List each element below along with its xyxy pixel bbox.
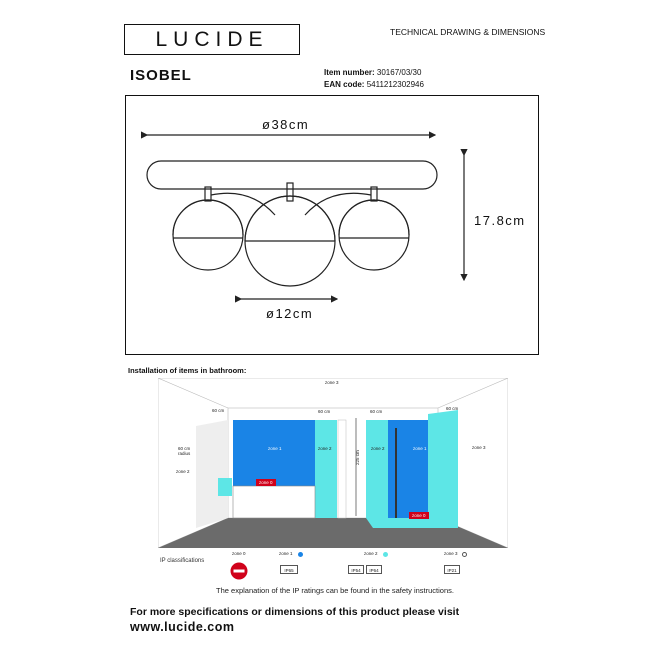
ip-rating-zone3: IP21 (444, 565, 460, 574)
ean-label: EAN code: (324, 80, 365, 89)
ean-code: 5411212302946 (366, 80, 424, 89)
zone2-right-label: zone 2 (371, 446, 385, 451)
dimension-60cm-c: 60 cm (370, 409, 383, 414)
ip-zone3-caption: zone 3 (444, 551, 458, 556)
radius-label: 60 cm radius (178, 446, 191, 456)
bathtub (233, 486, 315, 518)
ip-rating-zone2-a: IP54 (348, 565, 364, 574)
sink-zone2 (218, 478, 232, 496)
item-number: 30167/03/30 (376, 68, 422, 77)
item-number-label: Item number: (324, 68, 375, 77)
zone1-left-label: zone 1 (268, 446, 282, 451)
ip-zone2-caption: zone 2 (364, 551, 378, 556)
zone2-sink-label: zone 2 (176, 469, 190, 474)
ip-explanation-note: The explanation of the IP ratings can be found in the safety instructions. (216, 586, 454, 595)
bathroom-section-title: Installation of items in bathroom: (128, 366, 247, 375)
ip-zone1-caption: zone 1 (279, 551, 293, 556)
footer-website-link[interactable]: www.lucide.com (130, 620, 235, 634)
ip-zone0-caption: zone 0 (232, 551, 246, 556)
base-plate (147, 161, 437, 189)
footer-more-info: For more specifications or dimensions of this product please visit (130, 606, 460, 618)
no-entry-icon (230, 562, 248, 580)
product-name: ISOBEL (130, 67, 192, 84)
dimension-60cm-a: 60 cm (212, 408, 225, 413)
brand-logo: LUCIDE (155, 28, 269, 51)
ip-classifications-title: IP classifications (160, 558, 205, 564)
zone1-right-area (388, 420, 428, 518)
height-225-label: 225 cm (355, 450, 360, 465)
height-dimension-label: 17.8cm (474, 213, 526, 228)
zone3-swatch-icon (462, 552, 467, 557)
bathroom-zones-diagram (158, 378, 508, 548)
dimension-60cm-b: 60 cm (318, 409, 331, 414)
zone1-right-label: zone 1 (413, 446, 427, 451)
zone3-right-label: zone 3 (472, 445, 486, 450)
zone2-swatch-icon (383, 552, 388, 557)
zone2-left-area (315, 420, 337, 518)
zone0-bath-tag: zone 0 (256, 479, 276, 486)
fixture-drawing (147, 161, 437, 286)
zone3-top-label: zone 3 (325, 380, 339, 385)
globe-dimension-label: ø12cm (266, 306, 314, 321)
ip-rating-zone1: IP65 (280, 565, 298, 574)
zone0-shower-tag: zone 0 (409, 512, 429, 519)
zone1-swatch-icon (298, 552, 303, 557)
ip-rating-zone2-b: IP64 (366, 565, 382, 574)
zone2-left-label: zone 2 (318, 446, 332, 451)
product-meta (324, 67, 424, 91)
dimension-60cm-d: 60 cm (446, 406, 459, 411)
zone2-right-area (366, 420, 388, 518)
document-type: TECHNICAL DRAWING & DIMENSIONS (390, 27, 546, 37)
width-dimension-label: ø38cm (262, 117, 310, 132)
